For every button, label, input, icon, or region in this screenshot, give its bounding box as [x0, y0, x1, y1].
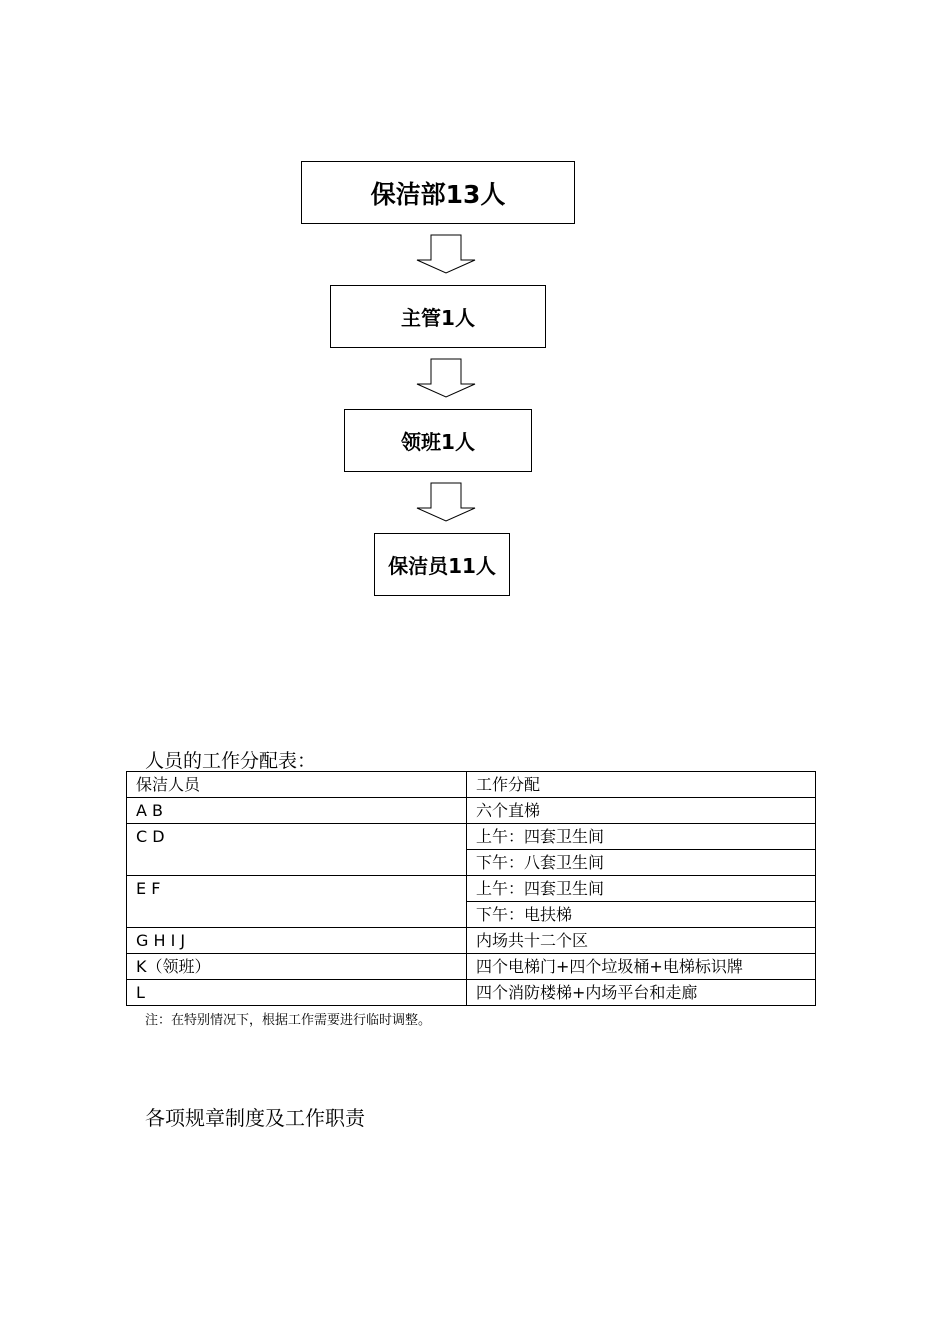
staff-cell: K（领班）: [127, 954, 467, 980]
table-row: [127, 928, 816, 954]
table-note: 注：在特别情况下，根据工作需要进行临时调整。: [145, 1013, 432, 1028]
work-cell: 四个电梯门+四个垃圾桶+电梯标识牌: [467, 954, 816, 980]
work-cell: 下午：八套卫生间: [467, 850, 816, 876]
work-cell: 六个直梯: [467, 798, 816, 824]
org-box-label: 主管1人: [401, 306, 475, 330]
org-box-team-leader: [344, 409, 532, 472]
org-box-supervisor: [330, 285, 546, 348]
work-cell: 下午：电扶梯: [467, 902, 816, 928]
staff-cell: G H I J: [127, 928, 467, 954]
work-cell: 四个消防楼梯+内场平台和走廊: [467, 980, 816, 1006]
down-arrow-icon: [415, 358, 477, 398]
down-arrow-icon: [415, 234, 477, 274]
org-box-label: 保洁部13人: [370, 179, 506, 209]
table-row: [127, 954, 816, 980]
table-row: [127, 876, 816, 902]
table-row: [127, 980, 816, 1006]
org-box-label: 领班1人: [401, 430, 475, 454]
assignment-table: [126, 771, 816, 1006]
header-work: 工作分配: [467, 772, 816, 798]
section-heading: 各项规章制度及工作职责: [145, 1106, 365, 1130]
table-row: [127, 798, 816, 824]
org-box-cleaning-dept: [301, 161, 575, 224]
org-box-label: 保洁员11人: [388, 554, 496, 578]
table-header-row: [127, 772, 816, 798]
org-box-cleaners: [374, 533, 510, 596]
work-cell: 上午：四套卫生间: [467, 824, 816, 850]
staff-cell: L: [127, 980, 467, 1006]
staff-cell: E F: [127, 876, 467, 928]
table-title: 人员的工作分配表：: [145, 750, 317, 772]
work-cell: 内场共十二个区: [467, 928, 816, 954]
table-row: [127, 824, 816, 850]
work-cell: 上午：四套卫生间: [467, 876, 816, 902]
staff-cell: A B: [127, 798, 467, 824]
header-staff: 保洁人员: [127, 772, 467, 798]
staff-cell: C D: [127, 824, 467, 876]
down-arrow-icon: [415, 482, 477, 522]
